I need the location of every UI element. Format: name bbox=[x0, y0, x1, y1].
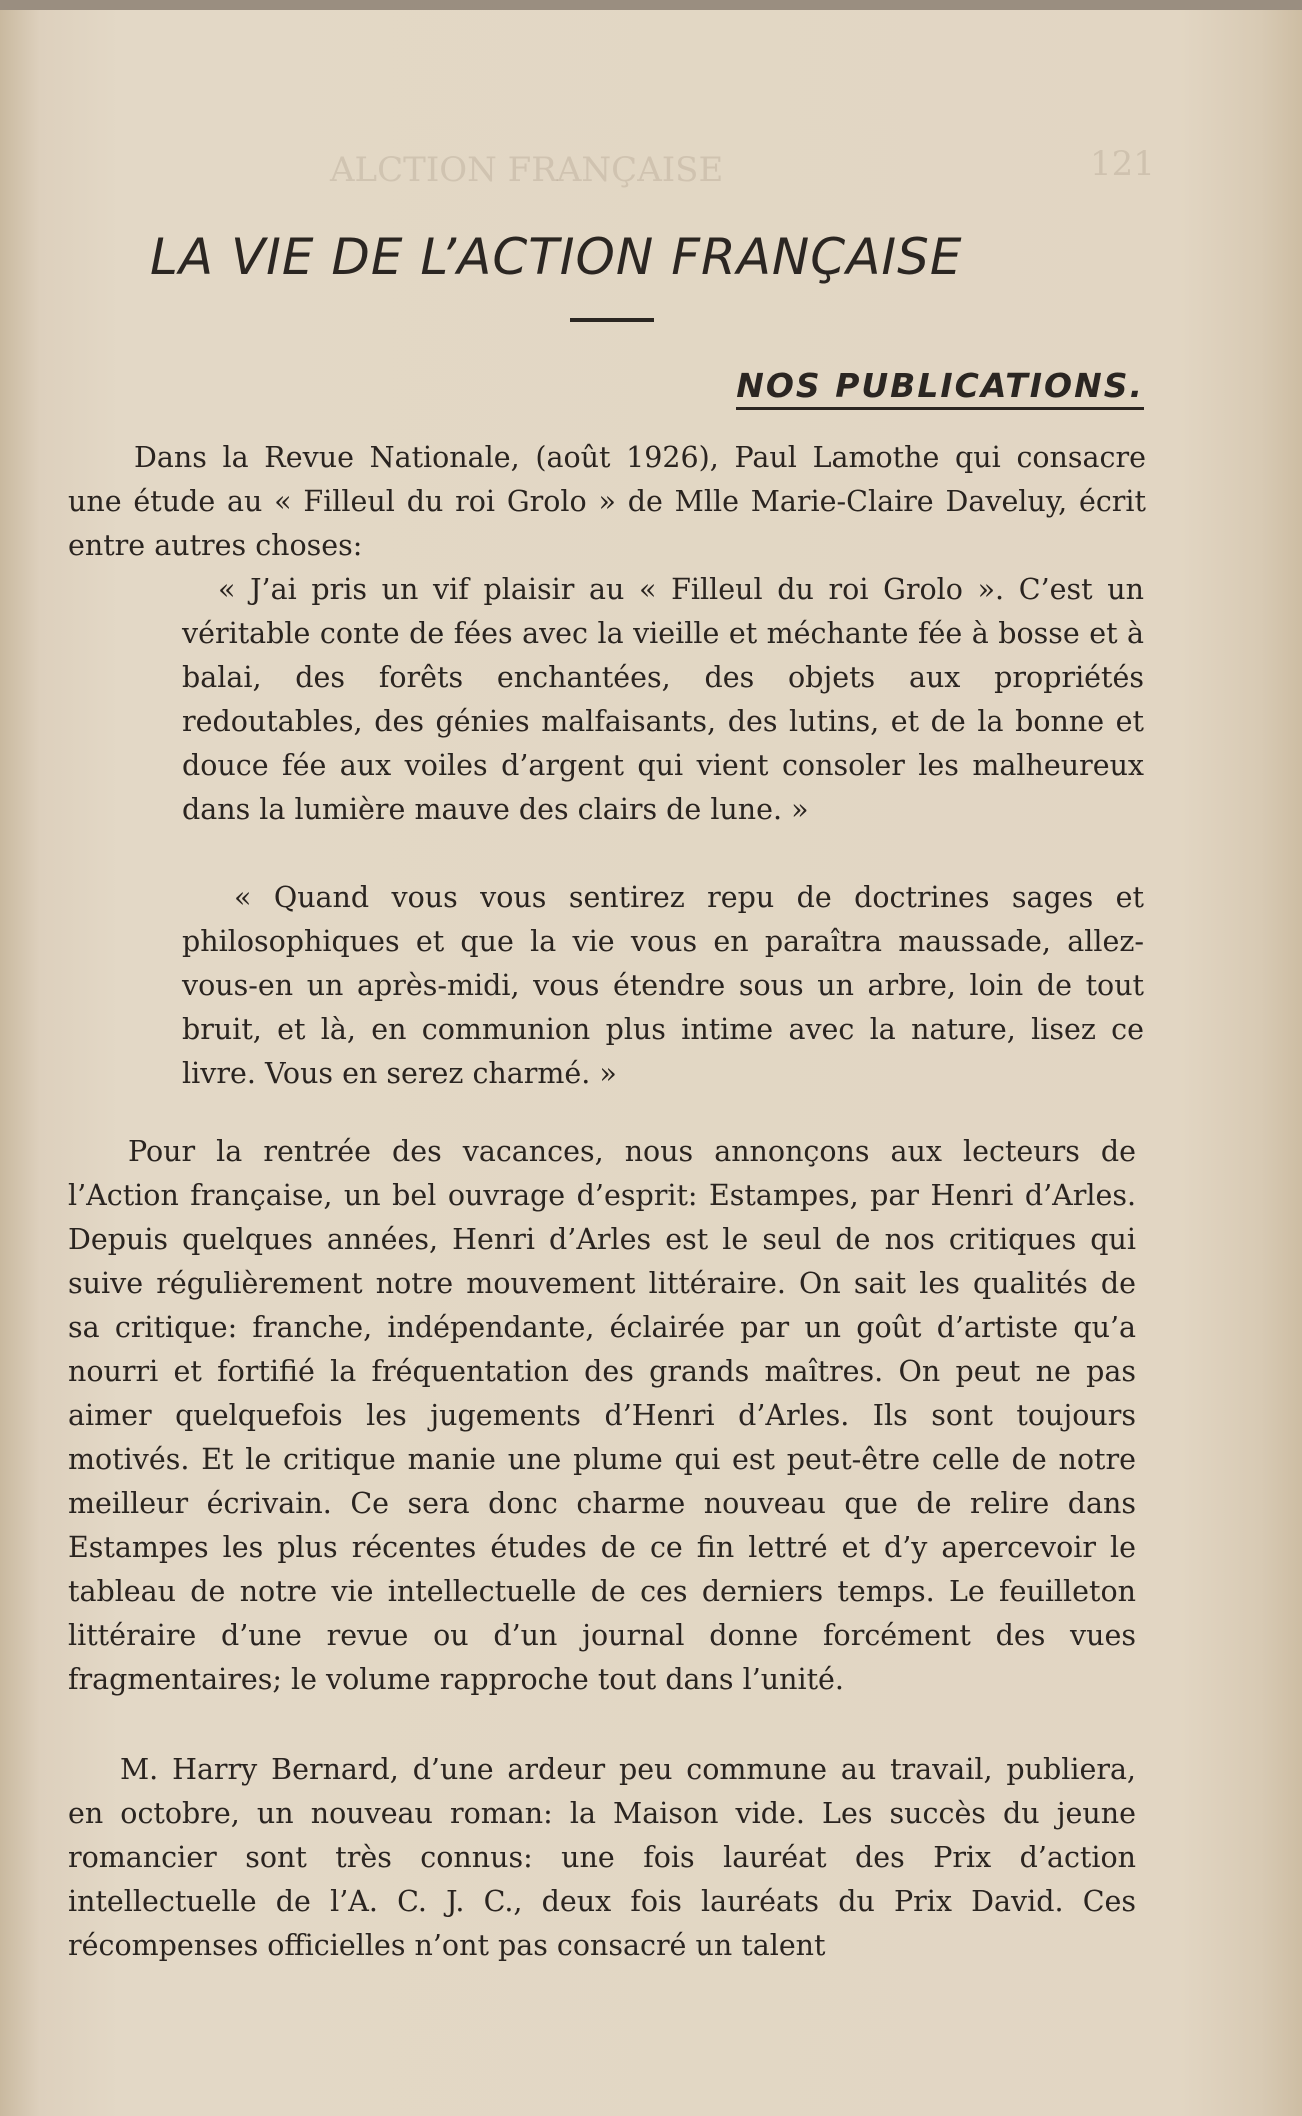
title-divider bbox=[570, 318, 654, 322]
show-through-text: ALCTION FRANÇAISE bbox=[330, 150, 724, 190]
bernard-paragraph: M. Harry Bernard, d’une ardeur peu commune au travail, publiera, en octobre, un nouveau roman: la Maison vide. Les succès du jeune romancier sont très connus: une fois lauréat des Prix d’action intellectuelle de l’A. C. J. C., deux fois lauréats du Prix David. Ces récompenses officielles n’ont pas consacré un talent bbox=[68, 1753, 1136, 1962]
page-top-edge bbox=[0, 0, 1302, 10]
intro-paragraph: Dans la Revue Nationale, (août 1926), Paul Lamothe qui consacre une étude au « Filleul du roi Grolo » de Mlle Marie-Claire Daveluy, écrit entre autres choses: bbox=[68, 441, 1146, 562]
estampes-paragraph: Pour la rentrée des vacances, nous annonçons aux lecteurs de l’Action française, un bel ouvrage d’esprit: Estampes, par Henri d’Arles. Depuis quelques années, Henri d’Arles est le seul de nos critiques qui suive régulièrement notre mouvement littéraire. On sait les qualités de sa critique: franche, indépendante, éclairée par un goût d’artiste qu’a nourri et fortifié la fréquentation des grands maîtres. On peut ne pas aimer quelquefois les jugements d’Henri d’Arles. Ils sont toujours motivés. Et le critique manie une plume qui est peut-être celle de notre meilleur écrivain. Ce sera donc charme nouveau que de relire dans Estampes les plus récentes études de ce fin lettré et d’y apercevoir le tableau de notre vie intellectuelle de ces derniers temps. Le feuilleton littéraire d’une revue ou d’un journal donne forcément des vues fragmentaires; le volume rapproche tout dans l’unité. bbox=[68, 1135, 1136, 1696]
section-heading: NOS PUBLICATIONS. bbox=[736, 366, 1144, 410]
page-title: LA VIE DE L’ACTION FRANÇAISE bbox=[150, 228, 963, 286]
quote-paragraph-2: « Quand vous vous sentirez repu de doctrines sages et philosophiques et que la vie vous en paraîtra maussade, allez-vous-en un après-midi, vous étendre sous un arbre, loin de tout bruit, et là, en communion plus intime avec la nature, lisez ce livre. Vous en serez charmé. » bbox=[182, 881, 1144, 1090]
quote-paragraph-1: « J’ai pris un vif plaisir au « Filleul du roi Grolo ». C’est un véritable conte de fées avec la vieille et méchante fée à bosse et à balai, des forêts enchantées, des objets aux propriétés redoutables, des génies malfaisants, des lutins, et de la bonne et douce fée aux voiles d’argent qui vient consoler les malheureux dans la lumière mauve des clairs de lune. » bbox=[182, 573, 1144, 826]
show-through-text: 121 bbox=[1090, 144, 1155, 184]
